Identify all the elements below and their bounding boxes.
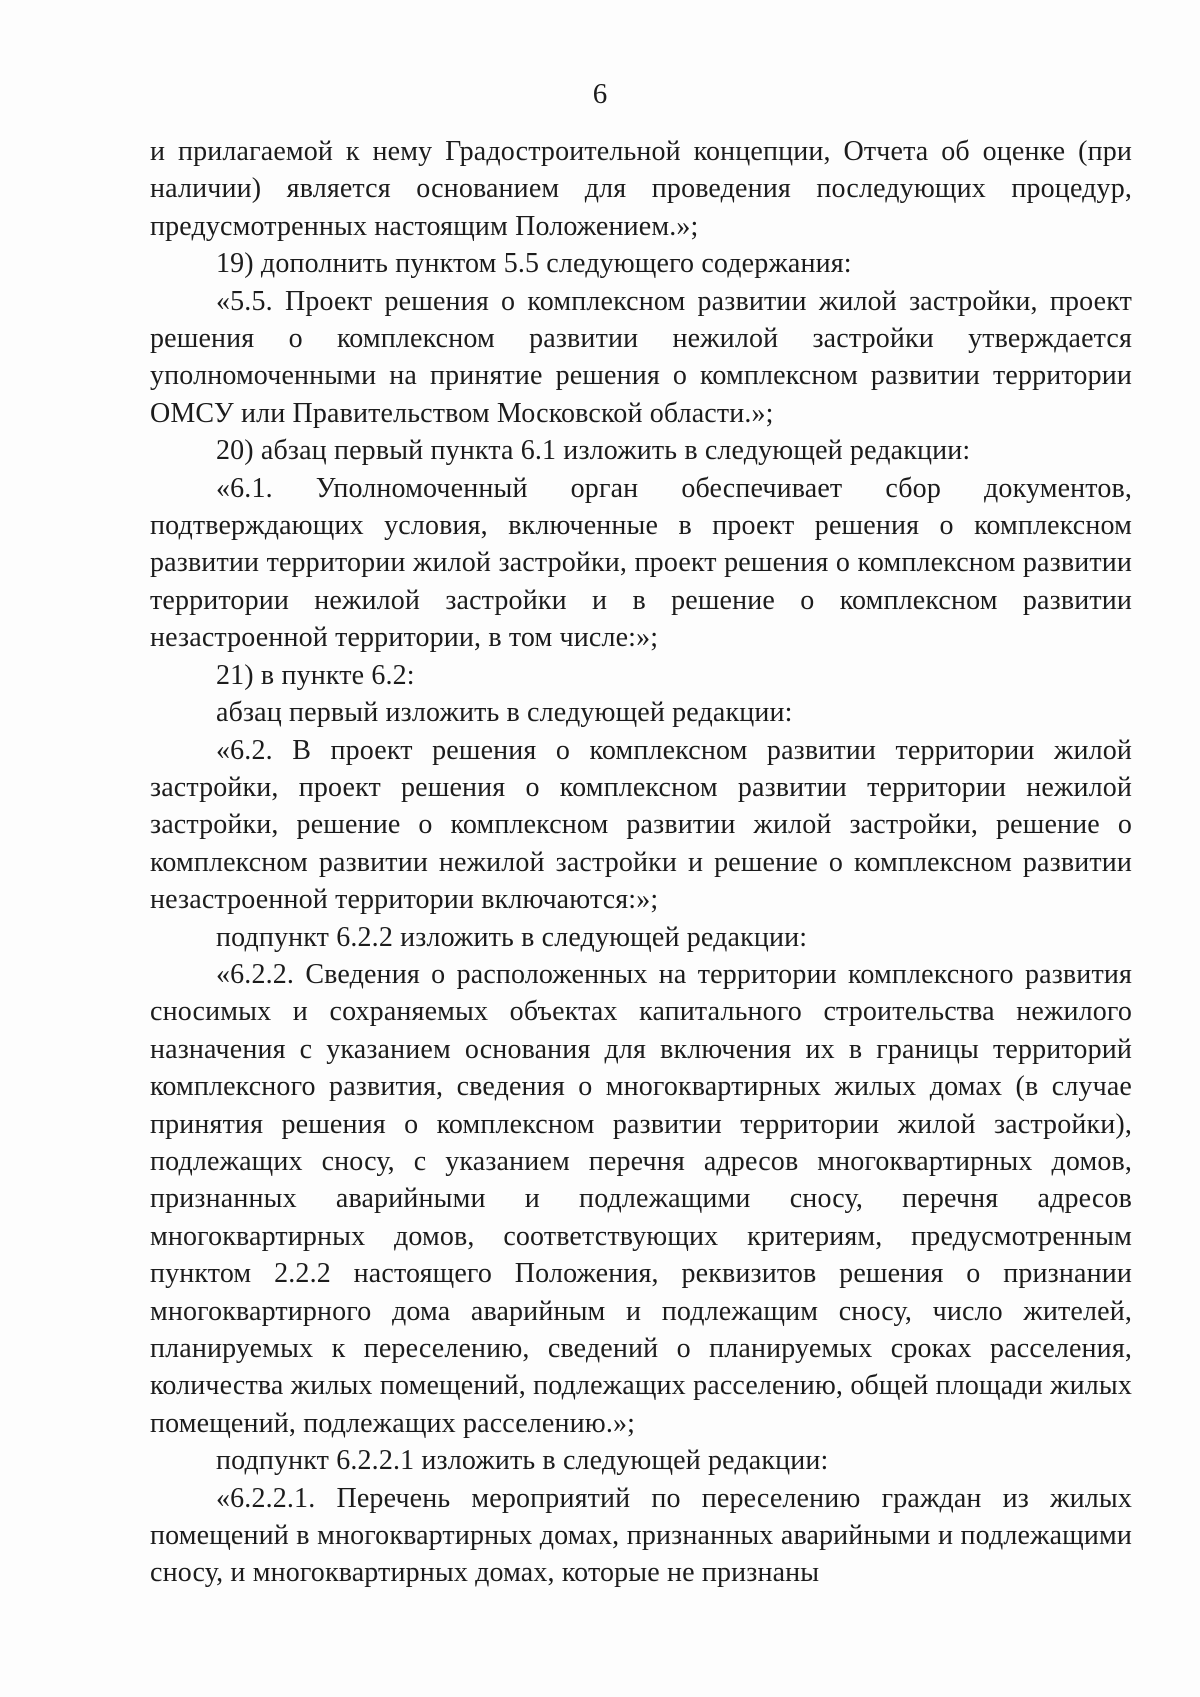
paragraph: абзац первый изложить в следующей редакции: [216,697,793,729]
paragraph: подпункт 6.2.2 изложить в следующей редакции: [216,921,808,953]
paragraph: «6.2.2. Сведения о расположенных на территории комплексного развития сносимых и сохраняемых объектах капитального строительства нежилого назначения с указанием основания для включения их в границы территорий комплексного развития, сведения о многоквартирных жилых домах (в случае принятия решения о комплексном развитии территории жилой застройки), подлежащих сносу, с указанием перечня адресов многоквартирных домов, признанных аварийными и подлежащими сносу, перечня адресов многоквартирных домов, соответствующих критериям, предусмотренным пунктом 2.2.2 настоящего Положения, реквизитов решения о признании многоквартирного дома аварийным и подлежащим сносу, число жителей, планируемых к переселению, сведений о планируемых сроках расселения, количества жилых помещений, подлежащих расселению, общей площади жилых помещений, подлежащих расселению.»; [150,958,1132,1439]
paragraph: «5.5. Проект решения о комплексном развитии жилой застройки, проект решения о комплексном развитии нежилой застройки утверждается уполномоченными на принятие решения о комплексном развитии территории ОМСУ или Правительством Московской области.»; [150,285,1132,429]
page-number: 6 [592,78,608,110]
paragraph: 20) абзац первый пункта 6.1 изложить в следующей редакции: [216,435,971,467]
document-body [150,133,1132,1592]
paragraph: «6.1. Уполномоченный орган обеспечивает сбор документов, подтверждающих условия, включенные в проект решения о комплексном развитии территории жилой застройки, проект решения о комплексном развитии территории нежилой застройки и в решение о комплексном развитии незастроенной территории, в том числе:»; [150,472,1132,654]
paragraph: «6.2. В проект решения о комплексном развитии территории жилой застройки, проект решения о комплексном развитии территории нежилой застройки, решение о комплексном развитии жилой застройки, решение о комплексном развитии нежилой застройки и решение о комплексном развитии незастроенной территории включаются:»; [150,734,1132,916]
paragraph: 19) дополнить пунктом 5.5 следующего содержания: [216,248,852,280]
paragraph: «6.2.2.1. Перечень мероприятий по переселению граждан из жилых помещений в многоквартирных домах, признанных аварийными и подлежащими сносу, и многоквартирных домах, которые не признаны [150,1482,1132,1589]
paragraph: 21) в пункте 6.2: [216,659,415,691]
paragraph: и прилагаемой к нему Градостроительной концепции, Отчета об оценке (при наличии) является основанием для проведения последующих процедур, предусмотренных настоящим Положением.»; [150,136,1132,242]
paragraph: подпункт 6.2.2.1 изложить в следующей редакции: [216,1445,829,1477]
